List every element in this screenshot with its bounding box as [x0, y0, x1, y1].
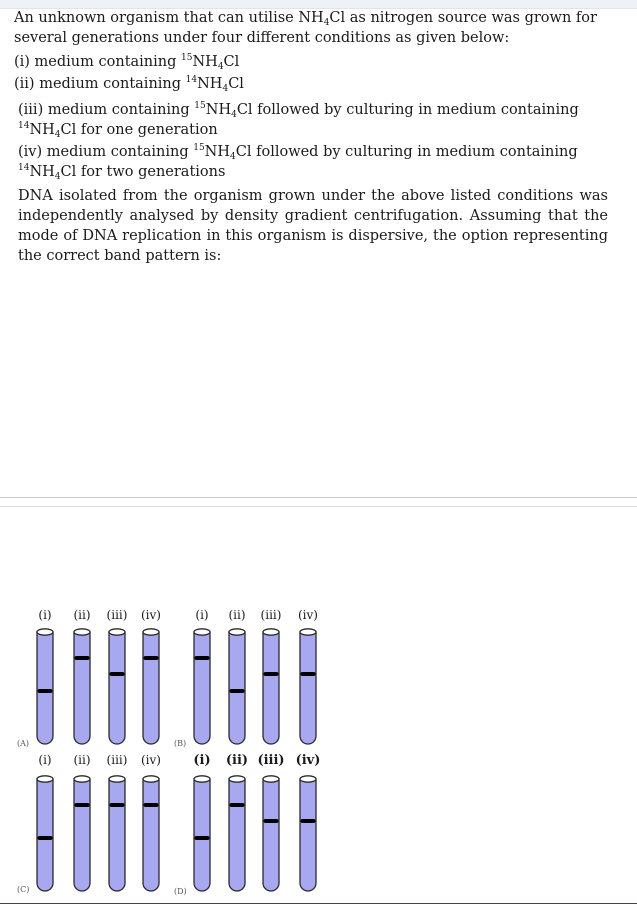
centrifuge-tube — [300, 776, 316, 891]
option-panel-d — [174, 753, 320, 896]
centrifuge-tube — [194, 776, 210, 891]
option-label: (B) — [174, 739, 187, 748]
condition-i: (i) medium containing $^{15}NH_4Cl$ — [14, 53, 240, 72]
tube-mouth — [74, 629, 90, 635]
tube-body — [194, 632, 210, 744]
tube-body — [37, 632, 53, 744]
tube-mouth — [37, 629, 53, 635]
centrifuge-tube — [263, 629, 279, 744]
tube-mouth — [37, 776, 53, 782]
centrifuge-tube — [74, 776, 90, 891]
tube-body — [37, 779, 53, 891]
tube-header: (iv) — [141, 608, 161, 622]
tube-header: (i) — [193, 753, 211, 768]
dna-band-middle — [264, 672, 279, 676]
centrifuge-tube — [109, 629, 125, 744]
centrifuge-tube — [300, 629, 316, 744]
tube-mouth — [109, 776, 125, 782]
dna-band-middle — [301, 819, 316, 823]
tube-body — [229, 632, 245, 744]
dna-band-bottom — [195, 836, 210, 840]
bottom-rule — [0, 903, 637, 904]
tube-header: (ii) — [73, 753, 91, 767]
tube-header: (iii) — [106, 753, 128, 767]
tube-body — [263, 779, 279, 891]
tube-mouth — [194, 776, 210, 782]
analysis-paragraph: DNA isolated from the organism grown under the above listed conditions was independently analysed by density gradient centrifugation. Assuming that the mode of DNA replication in this organism is dispersive, the option representing the correct band pattern is: — [18, 188, 608, 264]
tube-body — [109, 779, 125, 891]
option-label: (A) — [17, 739, 30, 748]
centrifuge-tube — [74, 629, 90, 744]
condition-iii: (iii) medium containing $^{15}NH_4Cl$ followed by culturing in medium containing $^{14}NH_4Cl$ for one generation — [18, 101, 579, 140]
dna-band-middle — [301, 672, 316, 676]
option-panel-b — [174, 608, 318, 748]
tube-mouth — [109, 629, 125, 635]
tube-body — [300, 779, 316, 891]
dna-band-bottom — [38, 836, 53, 840]
tube-mouth — [74, 776, 90, 782]
tube-body — [74, 632, 90, 744]
dna-band-top — [230, 803, 245, 807]
tube-body — [263, 632, 279, 744]
tube-mouth — [143, 776, 159, 782]
tube-header: (ii) — [225, 753, 249, 768]
tube-mouth — [143, 629, 159, 635]
dna-band-top — [144, 656, 159, 660]
tube-mouth — [229, 776, 245, 782]
dna-band-bottom — [38, 689, 53, 693]
dna-band-middle — [110, 672, 125, 676]
centrifuge-tube — [143, 629, 159, 744]
dna-band-bottom — [230, 689, 245, 693]
option-panel-a — [17, 608, 161, 748]
centrifuge-tube — [143, 776, 159, 891]
option-label: (D) — [174, 887, 187, 896]
dna-band-top — [110, 803, 125, 807]
section-divider — [0, 497, 637, 507]
tube-mouth — [194, 629, 210, 635]
centrifuge-tube — [194, 629, 210, 744]
centrifuge-tube — [109, 776, 125, 891]
question-intro: An unknown organism that can utilise $NH_4Cl$ as nitrogen source was grown for several generations under four different conditions as given below: — [14, 10, 597, 46]
tube-body — [229, 779, 245, 891]
tube-header: (ii) — [228, 608, 246, 622]
centrifuge-tube — [263, 776, 279, 891]
tube-mouth — [263, 629, 279, 635]
tube-header: (iv) — [295, 753, 321, 768]
centrifuge-tube — [229, 629, 245, 744]
tube-mouth — [263, 776, 279, 782]
dna-band-middle — [264, 819, 279, 823]
tube-header: (iv) — [298, 608, 318, 622]
option-panel-c — [17, 753, 161, 894]
tube-header: (iii) — [257, 753, 285, 768]
dna-band-top — [144, 803, 159, 807]
tube-header: (iv) — [141, 753, 161, 767]
condition-ii: (ii) medium containing $^{14}NH_4Cl$ — [14, 75, 244, 94]
tube-header: (i) — [195, 608, 209, 622]
tube-mouth — [300, 629, 316, 635]
tube-header: (iii) — [260, 608, 282, 622]
tube-body — [143, 779, 159, 891]
option-label: (C) — [17, 885, 30, 894]
dna-band-top — [75, 803, 90, 807]
tube-mouth — [229, 629, 245, 635]
tube-body — [74, 779, 90, 891]
centrifuge-tube — [37, 776, 53, 891]
centrifuge-tube — [37, 629, 53, 744]
tube-body — [194, 779, 210, 891]
condition-iv: (iv) medium containing $^{15}NH_4Cl$ followed by culturing in medium containing $^{14}NH_4Cl$ for two generations — [18, 143, 578, 182]
tube-header: (iii) — [106, 608, 128, 622]
tube-header: (ii) — [73, 608, 91, 622]
centrifuge-tube — [229, 776, 245, 891]
tube-body — [143, 632, 159, 744]
tube-mouth — [300, 776, 316, 782]
tube-body — [109, 632, 125, 744]
dna-band-top — [75, 656, 90, 660]
dna-band-top — [195, 656, 210, 660]
tube-header: (i) — [38, 608, 52, 622]
tube-header: (i) — [38, 753, 52, 767]
tube-body — [300, 632, 316, 744]
